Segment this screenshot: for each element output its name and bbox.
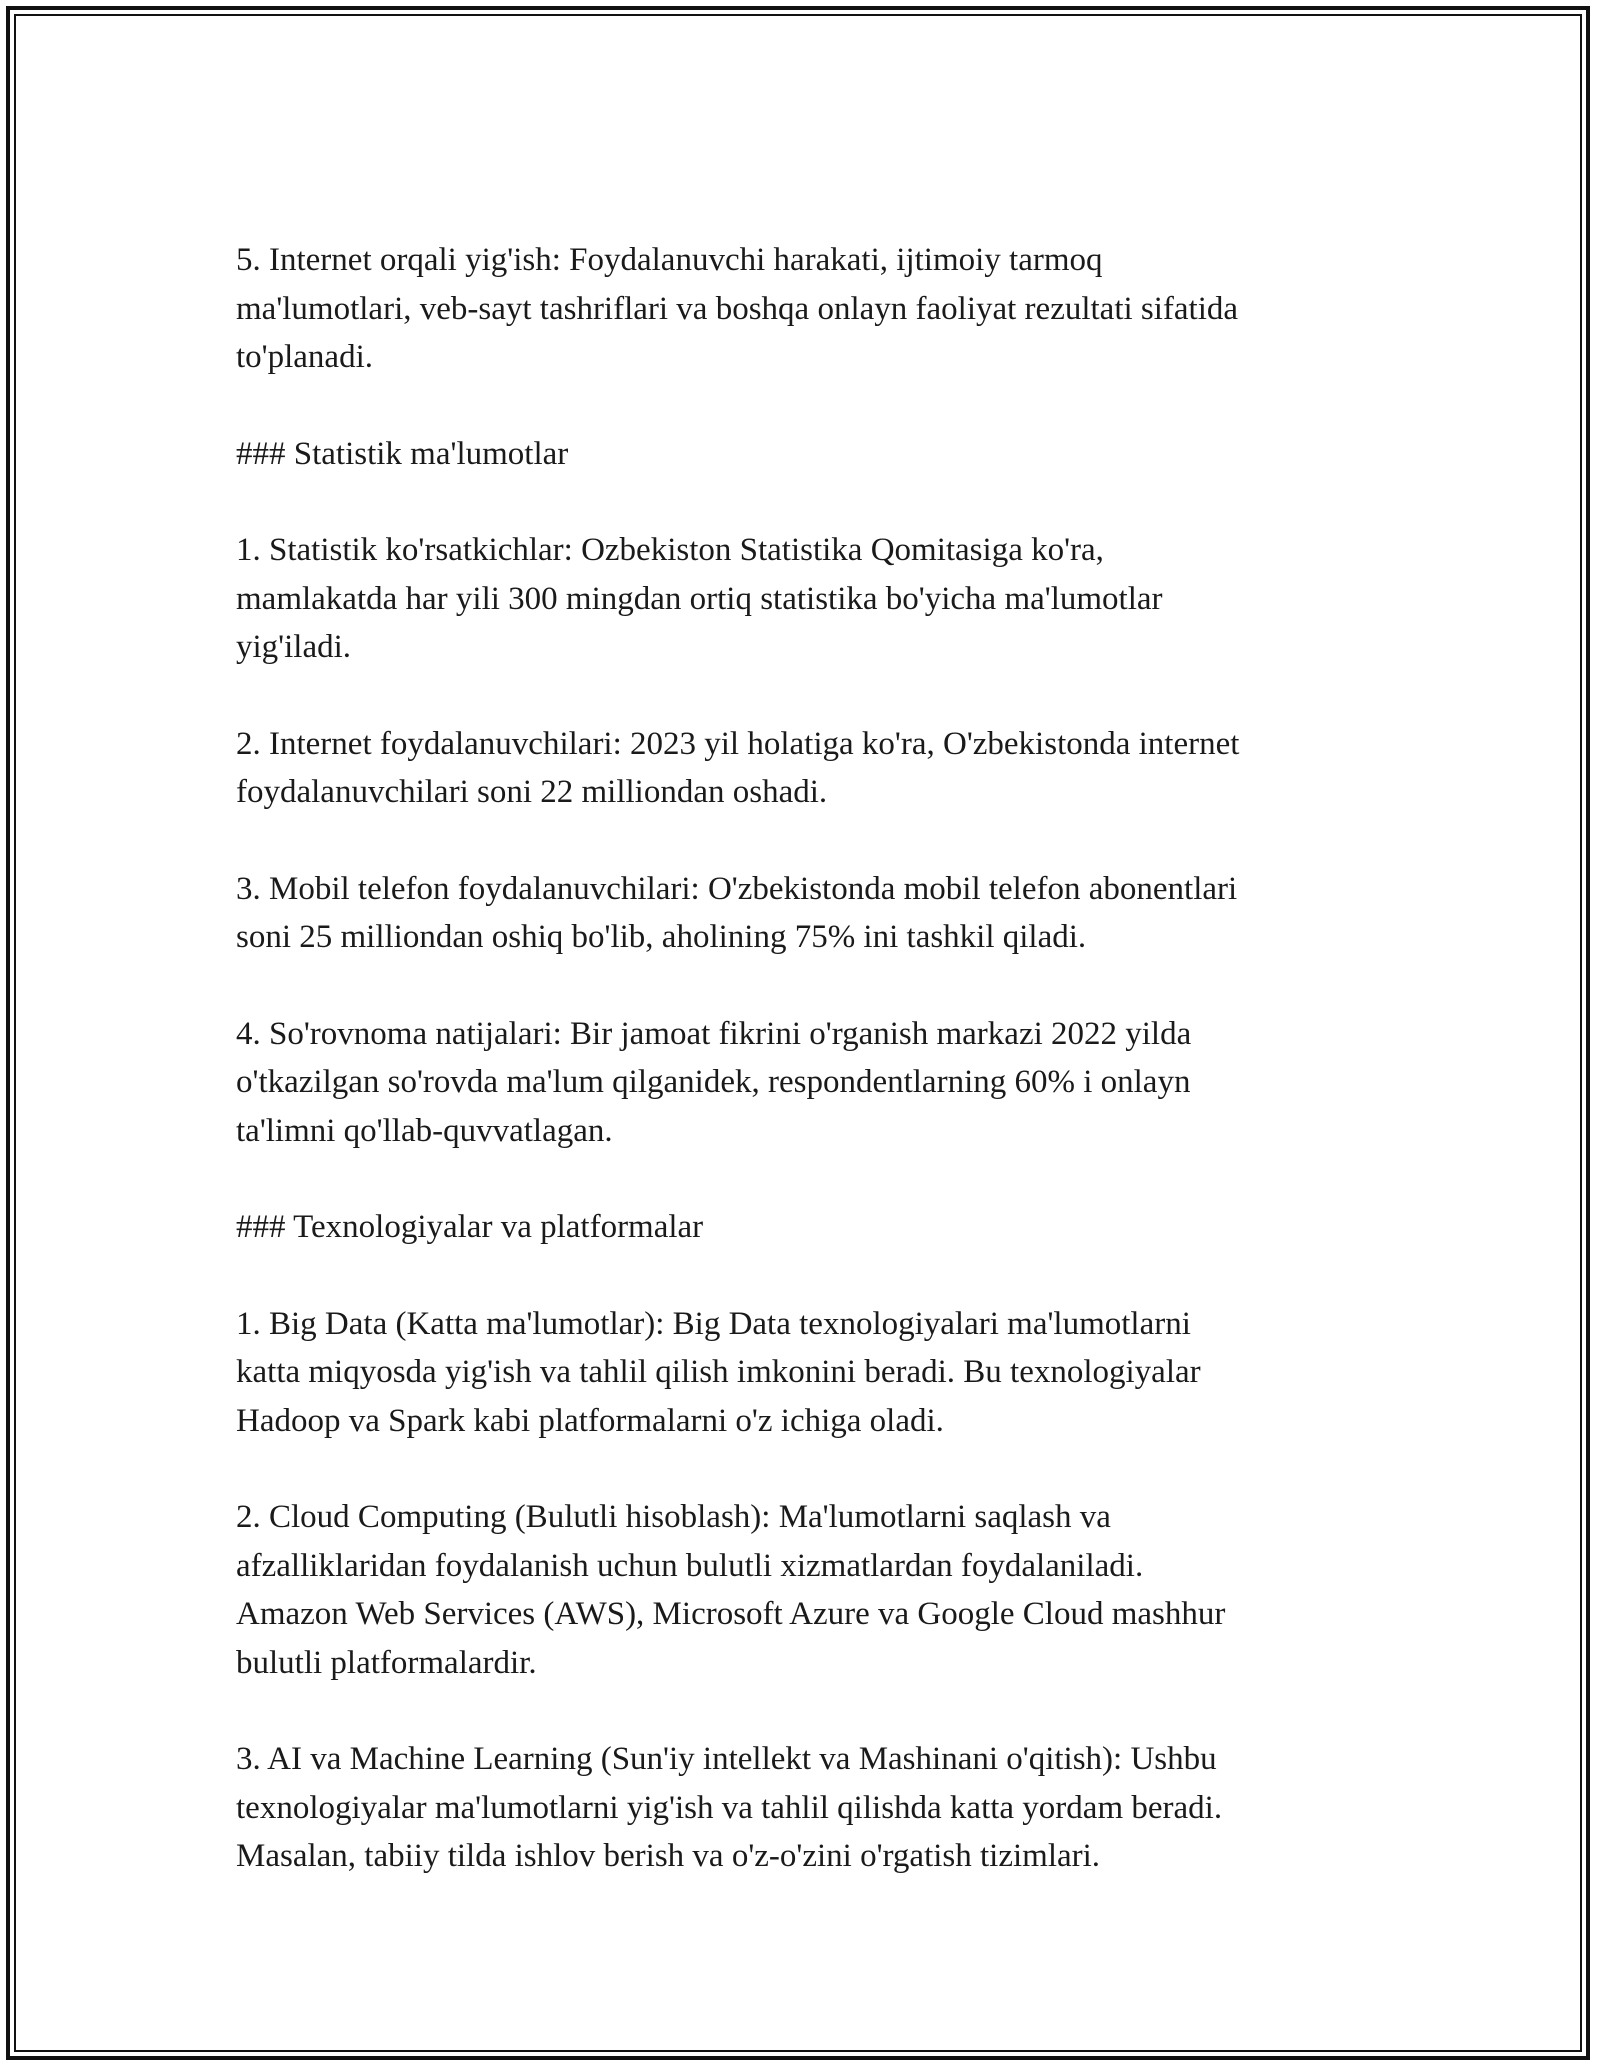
paragraph-survey-results xyxy=(236,1010,1376,1156)
text-line: 2. Internet foydalanuvchilari: 2023 yil holatiga ko'ra, O'zbekistonda internet xyxy=(236,725,1240,762)
text-line: soni 25 milliondan oshiq bo'lib, aholining 75% ini tashkil qiladi. xyxy=(236,919,1087,955)
document-body xyxy=(236,236,1376,1929)
text-line: Amazon Web Services (AWS), Microsoft Azure va Google Cloud mashhur xyxy=(236,1596,1226,1632)
text-line: 5. Internet orqali yig'ish: Foydalanuvchi harakati, ijtimoiy tarmoq xyxy=(236,242,1103,278)
text-line: 3. Mobil telefon foydalanuvchilari: O'zbekistonda mobil telefon abonentlari xyxy=(236,870,1238,907)
paragraph-big-data xyxy=(236,1300,1376,1446)
text-line: mamlakatda har yili 300 mingdan ortiq statistika bo'yicha ma'lumotlar xyxy=(236,580,1163,617)
section-heading-technologies: ### Texnologiyalar va platformalar xyxy=(236,1209,704,1245)
text-line: ma'lumotlari, veb-sayt tashriflari va boshqa onlayn faoliyat rezultati sifatida xyxy=(236,290,1239,327)
paragraph-cloud-computing xyxy=(236,1493,1376,1687)
paragraph-ai-ml xyxy=(236,1735,1376,1881)
paragraph-internet-collection xyxy=(236,236,1376,382)
paragraph-mobile-users xyxy=(236,865,1376,962)
text-line: 1. Statistik ko'rsatkichlar: Ozbekiston Statistika Qomitasiga ko'ra, xyxy=(236,532,1104,568)
section-heading-statistics: ### Statistik ma'lumotlar xyxy=(236,435,569,472)
text-line: Hadoop va Spark kabi platformalarni o'z ichiga oladi. xyxy=(236,1402,944,1439)
text-line: 2. Cloud Computing (Bulutli hisoblash): Ma'lumotlarni saqlash va xyxy=(236,1499,1111,1535)
text-line: yig'iladi. xyxy=(236,629,352,665)
text-line: afzalliklaridan foydalanish uchun bulutli xizmatlardan foydalaniladi. xyxy=(236,1547,1144,1584)
paragraph-internet-users xyxy=(236,720,1376,817)
text-line: ta'limni qo'llab-quvvatlagan. xyxy=(236,1112,613,1149)
text-line: 4. So'rovnoma natijalari: Bir jamoat fikrini o'rganish markazi 2022 yilda xyxy=(236,1015,1192,1052)
text-line: texnologiyalar ma'lumotlarni yig'ish va tahlil qilishda katta yordam beradi. xyxy=(236,1789,1223,1826)
text-line: 3. AI va Machine Learning (Sun'iy intellekt va Mashinani o'qitish): Ushbu xyxy=(236,1741,1217,1777)
text-line: Masalan, tabiiy tilda ishlov berish va o'z-o'zini o'rgatish tizimlari. xyxy=(236,1838,1101,1874)
text-line: 1. Big Data (Katta ma'lumotlar): Big Data texnologiyalari ma'lumotlarni xyxy=(236,1305,1191,1342)
text-line: to'planadi. xyxy=(236,339,373,375)
text-line: bulutli platformalardir. xyxy=(236,1644,537,1681)
paragraph-statistical-indicators xyxy=(236,526,1376,672)
text-line: katta miqyosda yig'ish va tahlil qilish imkonini beradi. Bu texnologiyalar xyxy=(236,1354,1201,1390)
text-line: foydalanuvchilari soni 22 milliondan oshadi. xyxy=(236,774,828,810)
text-line: o'tkazilgan so'rovda ma'lum qilganidek, respondentlarning 60% i onlayn xyxy=(236,1064,1191,1100)
